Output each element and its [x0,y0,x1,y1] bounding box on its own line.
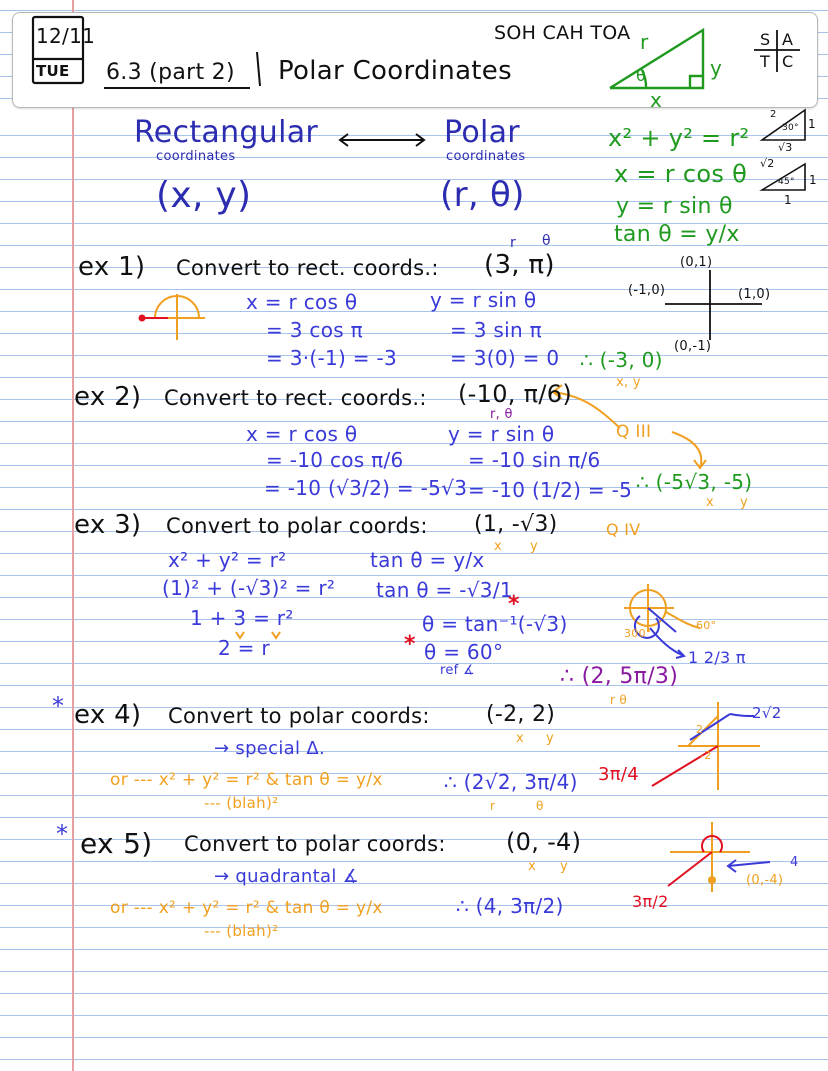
ex3-right-1: tan θ = y/x [370,548,485,572]
ex1-prompt: Convert to rect. coords.: [176,256,439,280]
ex5-sketch-point: (0,-4) [746,873,784,888]
ex5-prompt: Convert to polar coords: [184,832,446,856]
ex2-x-line-1: x = r cos θ [246,422,358,446]
ex3-star-1: * [508,592,520,617]
triangle-adj-label: x [650,88,663,112]
ex2-answer: ∴ (-5√3, -5) [636,470,753,494]
ex3-answer-marks: r θ [610,693,627,707]
ex3-right-2: tan θ = -√3/1 [376,578,513,602]
axis-point-left: (-1,0) [628,283,666,298]
ex2-prompt: Convert to rect. coords.: [164,386,427,410]
ex5-blah: --- (blah)² [204,922,279,940]
ex1-y-line-2: = 3 sin π [450,318,542,342]
tri30-angle: 30° [782,123,799,133]
ex4-sketch-leg-up: 2 [696,723,704,736]
ex3-quadrant-note: Q IV [606,520,641,539]
ex2-answer-mark-x: x [706,495,714,510]
ex3-right-3: θ = tan⁻¹(-√3) [422,612,568,636]
ex4-prompt: Convert to polar coords: [168,704,430,728]
formula-pythagorean: x² + y² = r² [608,124,750,152]
date-day: 12/11 [36,24,96,48]
polar-label: Polar [444,115,520,150]
ex3-sketch [624,584,700,658]
ex5-mark-x: x [528,859,536,874]
ex5-star: * [56,820,69,848]
ex4-answer-mark-theta: θ [536,799,544,813]
ex1-point: (3, π) [484,250,555,280]
ex5-sketch-r: 4 [790,855,799,870]
ex2-y-line-2: = -10 sin π/6 [468,448,601,472]
ex5-mark-y: y [560,859,568,874]
ex3-sketch-label-a: 300° [624,627,652,640]
ex1-label: ex 1) [78,252,146,282]
section-number: 6.3 (part 2) [106,60,235,85]
tri45-hyp: √2 [760,157,775,170]
ex1-answer: ∴ (-3, 0) [580,348,663,372]
formula-tan: tan θ = y/x [614,222,740,247]
ex5-method: → quadrantal ∡ [214,866,360,887]
sohcahtoa-mnemonic: SOH CAH TOA [494,22,631,44]
formula-y: y = r sin θ [616,194,733,219]
ex1-answer-marks: x, y [616,375,641,390]
ex3-left-2: (1)² + (-√3)² = r² [162,576,336,600]
ex2-quadrant-note: Q III [616,422,652,442]
ex3-mark-y: y [530,539,538,554]
ex5-angle-note: 3π/2 [632,892,669,911]
axis-point-bottom: (0,-1) [674,339,712,354]
polar-pair: (r, θ) [440,175,525,215]
quadrant-q2: S [760,30,771,49]
ex2-point: (-10, π/6) [458,380,572,408]
ex5-point: (0, -4) [506,828,582,856]
ex4-answer-mark-r: r [490,799,496,813]
quadrant-q4: C [782,52,794,71]
ex4-answer: ∴ (2√2, 3π/4) [444,770,578,794]
rect-sub: coordinates [156,149,236,164]
ex4-mark-y: y [546,731,554,746]
tri30-short: 1 [808,117,816,131]
title-divider [257,52,260,86]
ex1-mark-r: r [510,235,517,251]
ex4-method: → special Δ. [214,738,325,759]
quadrant-q3: T [760,52,771,71]
ex3-star-2: * [404,632,416,657]
triangle-angle-label: θ [636,66,647,85]
ex3-answer: ∴ (2, 5π/3) [560,664,679,689]
ex4-sketch-leg-left: -2 [700,749,712,762]
triangle-hyp-label: r [640,30,649,54]
ex2-point-marks: r, θ [490,407,513,422]
axis-point-top: (0,1) [680,255,713,270]
ex1-x-line-1: x = r cos θ [246,290,358,314]
ex3-mark-x: x [494,539,502,554]
ex5-alt-method: or --- x² + y² = r² & tan θ = y/x [110,898,383,918]
ex4-point: (-2, 2) [486,702,556,727]
ex2-y-line-3: = -10 (1/2) = -5 [468,478,633,502]
ex4-angle-note: 3π/4 [598,764,640,785]
ex3-point: (1, -√3) [474,512,558,537]
ex1-x-line-2: = 3 cos π [266,318,363,342]
ex3-side-note: 1 2/3 π [688,648,746,667]
ex3-left-3: 1 + 3 = r² [190,606,294,630]
axis-point-right: (1,0) [738,287,771,302]
ex3-left-4: 2 = r [218,636,270,660]
page-title: Polar Coordinates [278,56,512,86]
triangle-opp-label: y [710,56,723,80]
ex5-label: ex 5) [80,827,153,860]
tri45-leg-a: 1 [809,173,817,187]
ex3-label: ex 3) [74,510,142,540]
ex1-y-line-3: = 3(0) = 0 [450,346,560,370]
tri30-long: √3 [778,141,793,154]
ex2-y-line-1: y = r sin θ [448,422,555,446]
ex4-blah: --- (blah)² [204,794,279,812]
ex1-mark-theta: θ [542,233,551,249]
ex1-x-line-3: = 3·(-1) = -3 [266,346,398,370]
ex4-label: ex 4) [74,700,142,730]
quadrant-q1: A [782,30,794,49]
tri45-leg-b: 1 [784,193,792,207]
ex4-sketch [652,702,760,790]
double-arrow [340,134,424,146]
ex3-left-1: x² + y² = r² [168,548,287,572]
ex4-alt-method: or --- x² + y² = r² & tan θ = y/x [110,770,383,790]
rect-label: Rectangular [134,115,319,150]
ex2-x-line-2: = -10 cos π/6 [266,448,404,472]
formula-x: x = r cos θ [614,160,748,188]
ex5-answer: ∴ (4, 3π/2) [456,894,564,918]
date-weekday: TUE [36,62,70,80]
ex3-sketch-label-b: 60° [696,619,717,632]
ex3-prompt: Convert to polar coords: [166,514,428,538]
ex4-sketch-hyp: 2√2 [752,704,782,722]
ex2-x-line-3: = -10 (√3/2) = -5√3 [264,476,468,500]
unit-axes [665,270,762,340]
ex3-right-4: θ = 60° [424,640,504,664]
ex3-ref-note: ref ∡ [440,663,475,678]
polar-sub: coordinates [446,149,526,164]
ex4-star: * [52,692,65,720]
ex1-y-line-1: y = r sin θ [430,288,537,312]
tri30-hyp: 2 [770,109,777,120]
tri45-angle: 45° [778,177,795,187]
rect-pair: (x, y) [156,175,252,216]
ex4-mark-x: x [516,731,524,746]
ex2-answer-mark-y: y [740,495,748,510]
ex2-label: ex 2) [74,382,142,412]
